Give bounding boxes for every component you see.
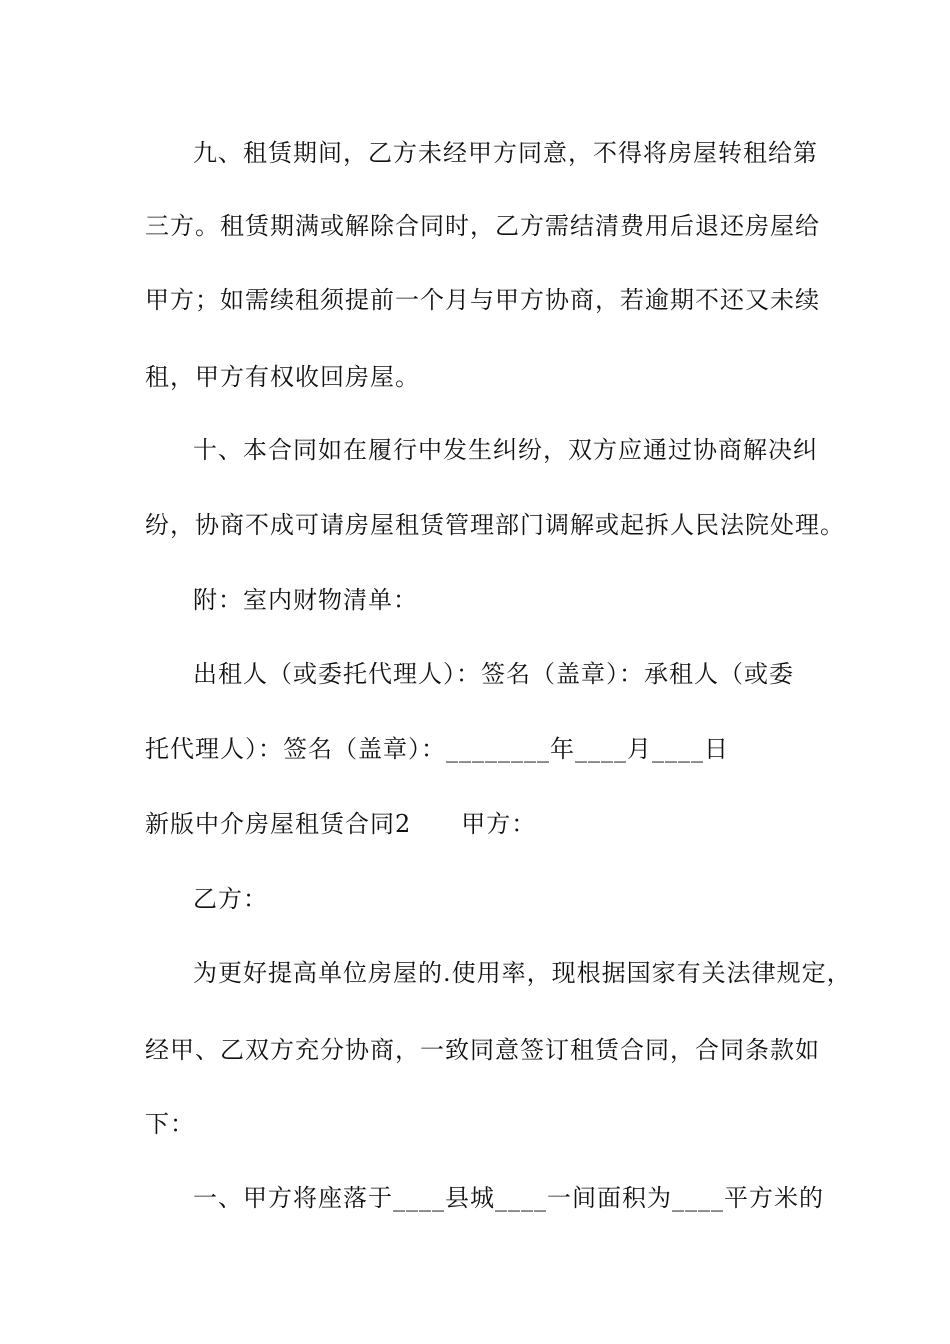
- preamble-line-1: 为更好提高单位房屋的.使用率，现根据国家有关法律规定，: [193, 959, 852, 987]
- clause-9-line-3: 甲方；如需续租须提前一个月与甲方协商，若逾期不还又未续: [145, 286, 820, 314]
- appendix-line: 附：室内财物清单：: [193, 586, 418, 614]
- preamble-line-2: 经甲、乙双方充分协商，一致同意签订租赁合同，合同条款如: [145, 1036, 820, 1064]
- signature-line-1: 出租人（或委托代理人）：签名（盖章）：承租人（或委: [193, 660, 794, 688]
- clause-10-line-2: 纷，协商不成可请房屋租赁管理部门调解或起拆人民法院处理。: [145, 511, 845, 539]
- clause-1-line-1: 一、甲方将座落于____县城____一间面积为____平方米的: [193, 1184, 824, 1212]
- clause-9-line-4: 租，甲方有权收回房屋。: [145, 363, 420, 391]
- clause-10-line-1: 十、本合同如在履行中发生纠纷，双方应通过协商解决纠: [193, 436, 818, 464]
- contract-title-line: 新版中介房屋租赁合同2 甲方：: [145, 810, 537, 838]
- party-b-line: 乙方：: [193, 885, 268, 913]
- signature-line-2: 托代理人）：签名（盖章）：________年____月____日: [145, 735, 729, 763]
- clause-9-line-1: 九、租赁期间，乙方未经甲方同意，不得将房屋转租给第: [193, 139, 818, 167]
- preamble-line-3: 下：: [145, 1110, 195, 1138]
- clause-9-line-2: 三方。租赁期满或解除合同时，乙方需结清费用后退还房屋给: [145, 212, 820, 240]
